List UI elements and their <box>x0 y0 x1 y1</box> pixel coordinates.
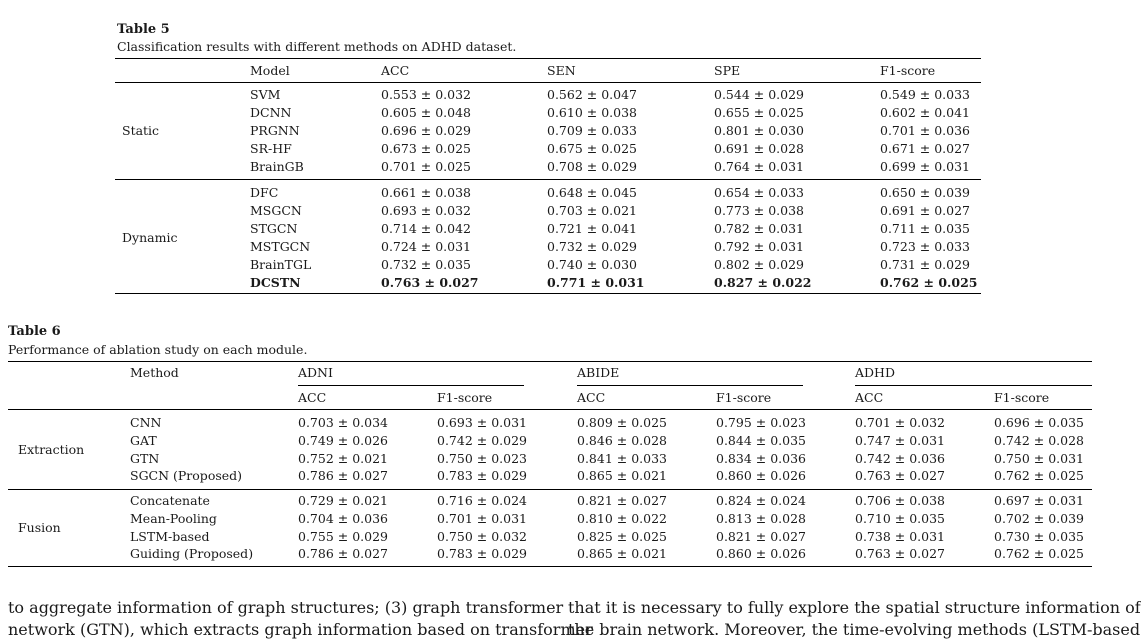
table-5-cell-acc: 0.693 ± 0.032 <box>381 202 471 218</box>
table-6-cell-value: 0.742 ± 0.029 <box>437 432 527 448</box>
table-6-cell-value: 0.738 ± 0.031 <box>855 528 945 544</box>
table-6-sub-adhd-f1: F1-score <box>994 390 1050 405</box>
table-5-cell-model: SR-HF <box>250 140 292 156</box>
table-6-cell-value: 0.697 ± 0.031 <box>994 493 1084 508</box>
table-5-cell-sen: 0.732 ± 0.029 <box>547 238 637 254</box>
table-6-sub-abide-acc: ACC <box>577 390 606 405</box>
table-6-cell-value: 0.701 ± 0.031 <box>437 510 527 526</box>
table-6-cell-value: 0.750 ± 0.023 <box>437 450 527 466</box>
body-text-left <box>8 597 593 641</box>
table-6-cell-value: 0.730 ± 0.035 <box>994 528 1084 544</box>
table-5-cell-acc: 0.605 ± 0.048 <box>381 104 471 120</box>
table-6-cell-value: 0.783 ± 0.029 <box>437 468 527 484</box>
table-5-group-rule <box>115 179 981 180</box>
table-5-cell-sen: 0.675 ± 0.025 <box>547 140 637 156</box>
table-6-cell-value: 0.865 ± 0.021 <box>577 546 667 562</box>
table-6-cell-value: 0.795 ± 0.023 <box>716 415 806 430</box>
table-5-cell-sen: 0.740 ± 0.030 <box>547 256 637 272</box>
table-6-cell-method: Guiding (Proposed) <box>130 546 254 562</box>
table-6-caption: Performance of ablation study on each module. <box>8 342 308 357</box>
body-text-left-line-1: to aggregate information of graph structures; (3) graph transformer <box>8 598 564 617</box>
table-6-cell-value: 0.763 ± 0.027 <box>855 468 945 484</box>
table-6-sub-adhd-acc: ACC <box>855 390 884 405</box>
table-6-cell-value: 0.701 ± 0.032 <box>855 415 945 430</box>
table-5-cell-f1: 0.731 ± 0.029 <box>880 256 970 272</box>
table-5-cell-model: BrainTGL <box>250 256 312 272</box>
table-6-cell-value: 0.810 ± 0.022 <box>577 510 667 526</box>
table-5-cell-f1: 0.723 ± 0.033 <box>880 238 970 254</box>
table-5-header-spe: SPE <box>714 63 741 78</box>
table-6-cell-value: 0.696 ± 0.035 <box>994 415 1084 430</box>
table-6-sub-adni-acc: ACC <box>298 390 327 405</box>
table-5-cell-spe: 0.802 ± 0.029 <box>714 256 804 272</box>
table-5-top-rule <box>115 58 981 59</box>
table-5-cell-f1: 0.691 ± 0.027 <box>880 202 970 218</box>
table-5-cell-acc: 0.763 ± 0.027 <box>381 274 479 290</box>
table-5-cell-spe: 0.544 ± 0.029 <box>714 87 804 102</box>
table-5-cell-sen: 0.771 ± 0.031 <box>547 274 645 290</box>
table-5-cell-f1: 0.762 ± 0.025 <box>880 274 978 290</box>
table-6-cell-value: 0.844 ± 0.035 <box>716 432 806 448</box>
table-6-header-rule <box>8 409 1092 410</box>
table-6-cell-value: 0.750 ± 0.031 <box>994 450 1084 466</box>
table-6-cell-value: 0.860 ± 0.026 <box>716 546 806 562</box>
table-5-cell-f1: 0.699 ± 0.031 <box>880 158 970 174</box>
table-5-cell-spe: 0.764 ± 0.031 <box>714 158 804 174</box>
table-6-cell-value: 0.786 ± 0.027 <box>298 546 388 562</box>
table-5-cell-spe: 0.827 ± 0.022 <box>714 274 812 290</box>
table-5-cell-f1: 0.549 ± 0.033 <box>880 87 970 102</box>
table-6-header-adni: ADNI <box>298 365 333 380</box>
table-5-cell-model: MSTGCN <box>250 238 311 254</box>
table-5-header-model: Model <box>250 63 290 78</box>
table-6-cell-value: 0.763 ± 0.027 <box>855 546 945 562</box>
table-5-header-acc: ACC <box>381 63 410 78</box>
table-5-cell-model: SVM <box>250 87 281 102</box>
table-6-cell-value: 0.702 ± 0.039 <box>994 510 1084 526</box>
table-6-sub-adni-f1: F1-score <box>437 390 493 405</box>
table-6-abide-span-rule <box>577 385 803 386</box>
table-5-cell-sen: 0.709 ± 0.033 <box>547 122 637 138</box>
table-5-cell-sen: 0.708 ± 0.029 <box>547 158 637 174</box>
table-6-cell-method: CNN <box>130 415 162 430</box>
table-5-header-rule <box>115 82 981 83</box>
table-5-cell-model: MSGCN <box>250 202 302 218</box>
body-text-left-line-2: network (GTN), which extracts graph information based on transformer <box>8 620 593 639</box>
table-6-header-abide: ABIDE <box>577 365 620 380</box>
body-text-right-line-2: the brain network. Moreover, the time-evolving methods (LSTM-based <box>568 620 1141 639</box>
table-6-cell-value: 0.693 ± 0.031 <box>437 415 527 430</box>
table-5-cell-spe: 0.654 ± 0.033 <box>714 185 804 200</box>
table-6-cell-value: 0.742 ± 0.028 <box>994 432 1084 448</box>
table-5-cell-acc: 0.553 ± 0.032 <box>381 87 471 102</box>
table-5-cell-spe: 0.801 ± 0.030 <box>714 122 804 138</box>
table-5-caption: Classification results with different methods on ADHD dataset. <box>117 39 517 54</box>
table-5-cell-acc: 0.724 ± 0.031 <box>381 238 471 254</box>
table-6-cell-value: 0.747 ± 0.031 <box>855 432 945 448</box>
table-6-cell-value: 0.809 ± 0.025 <box>577 415 667 430</box>
table-5-cell-model: DFC <box>250 185 279 200</box>
table-5-cell-model: PRGNN <box>250 122 300 138</box>
table-6-header-method: Method <box>130 365 179 380</box>
table-6-cell-value: 0.750 ± 0.032 <box>437 528 527 544</box>
table-6-cell-value: 0.786 ± 0.027 <box>298 468 388 484</box>
table-6-cell-method: GTN <box>130 450 160 466</box>
table-6-cell-value: 0.841 ± 0.033 <box>577 450 667 466</box>
table-5-cell-f1: 0.602 ± 0.041 <box>880 104 970 120</box>
table-5-bottom-rule <box>115 293 981 294</box>
table-6-cell-method: GAT <box>130 432 157 448</box>
table-5-cell-model: STGCN <box>250 220 298 236</box>
table-6-cell-value: 0.706 ± 0.038 <box>855 493 945 508</box>
table-5-cell-spe: 0.773 ± 0.038 <box>714 202 804 218</box>
table-6-cell-value: 0.865 ± 0.021 <box>577 468 667 484</box>
table-6-group-label: Extraction <box>18 441 85 457</box>
table-6-group-rule <box>8 489 1092 490</box>
body-text-right <box>568 597 1141 641</box>
table-5-cell-spe: 0.655 ± 0.025 <box>714 104 804 120</box>
table-6-cell-value: 0.716 ± 0.024 <box>437 493 527 508</box>
table-6-cell-value: 0.834 ± 0.036 <box>716 450 806 466</box>
table-5-cell-model: DCSTN <box>250 274 301 290</box>
table-6-cell-value: 0.710 ± 0.035 <box>855 510 945 526</box>
table-6-cell-value: 0.860 ± 0.026 <box>716 468 806 484</box>
table-6-cell-value: 0.729 ± 0.021 <box>298 493 388 508</box>
table-6-cell-value: 0.762 ± 0.025 <box>994 468 1084 484</box>
table-6-adni-span-rule <box>298 385 524 386</box>
table-5-cell-acc: 0.661 ± 0.038 <box>381 185 471 200</box>
table-6-cell-value: 0.821 ± 0.027 <box>577 493 667 508</box>
table-5-cell-sen: 0.648 ± 0.045 <box>547 185 637 200</box>
table-5-cell-model: DCNN <box>250 104 292 120</box>
table-6-cell-method: LSTM-based <box>130 528 210 544</box>
table-6-top-rule <box>8 361 1092 362</box>
table-5-cell-acc: 0.696 ± 0.029 <box>381 122 471 138</box>
table-6-sub-abide-f1: F1-score <box>716 390 772 405</box>
table-5-cell-spe: 0.792 ± 0.031 <box>714 238 804 254</box>
table-5-title: Table 5 <box>117 22 170 37</box>
table-6-cell-value: 0.846 ± 0.028 <box>577 432 667 448</box>
table-5-cell-f1: 0.711 ± 0.035 <box>880 220 970 236</box>
table-6-cell-method: SGCN (Proposed) <box>130 468 243 484</box>
table-6-cell-value: 0.742 ± 0.036 <box>855 450 945 466</box>
table-6-cell-value: 0.783 ± 0.029 <box>437 546 527 562</box>
table-5-cell-f1: 0.701 ± 0.036 <box>880 122 970 138</box>
table-6-group-label: Fusion <box>18 519 61 535</box>
table-5-cell-sen: 0.703 ± 0.021 <box>547 202 637 218</box>
table-5-cell-f1: 0.650 ± 0.039 <box>880 185 970 200</box>
table-5-cell-sen: 0.562 ± 0.047 <box>547 87 637 102</box>
table-6-cell-value: 0.825 ± 0.025 <box>577 528 667 544</box>
table-6-title: Table 6 <box>8 324 61 339</box>
table-6-cell-value: 0.755 ± 0.029 <box>298 528 388 544</box>
table-6-cell-value: 0.762 ± 0.025 <box>994 546 1084 562</box>
table-6-cell-value: 0.821 ± 0.027 <box>716 528 806 544</box>
table-6-cell-value: 0.704 ± 0.036 <box>298 510 388 526</box>
table-6-cell-value: 0.752 ± 0.021 <box>298 450 388 466</box>
table-6-cell-method: Mean-Pooling <box>130 510 217 526</box>
table-5-cell-acc: 0.714 ± 0.042 <box>381 220 471 236</box>
table-5-cell-sen: 0.721 ± 0.041 <box>547 220 637 236</box>
table-6-adhd-span-rule <box>855 385 1092 386</box>
table-5-cell-model: BrainGB <box>250 158 304 174</box>
table-5-header-f1: F1-score <box>880 63 936 78</box>
table-6-cell-value: 0.824 ± 0.024 <box>716 493 806 508</box>
table-5-header-sen: SEN <box>547 63 576 78</box>
table-5-cell-spe: 0.691 ± 0.028 <box>714 140 804 156</box>
table-6-cell-method: Concatenate <box>130 493 210 508</box>
table-6-bottom-rule <box>8 566 1092 567</box>
table-6-header-adhd: ADHD <box>855 365 895 380</box>
table-5-group-label: Static <box>122 122 160 138</box>
table-5-cell-acc: 0.673 ± 0.025 <box>381 140 471 156</box>
table-5-cell-acc: 0.701 ± 0.025 <box>381 158 471 174</box>
table-6-cell-value: 0.703 ± 0.034 <box>298 415 388 430</box>
table-5-group-label: Dynamic <box>122 229 178 245</box>
table-6-cell-value: 0.749 ± 0.026 <box>298 432 388 448</box>
table-6-cell-value: 0.813 ± 0.028 <box>716 510 806 526</box>
table-5-cell-f1: 0.671 ± 0.027 <box>880 140 970 156</box>
table-5-cell-spe: 0.782 ± 0.031 <box>714 220 804 236</box>
table-5-cell-acc: 0.732 ± 0.035 <box>381 256 471 272</box>
body-text-right-line-1: that it is necessary to fully explore the spatial structure information of <box>568 598 1141 617</box>
table-5-cell-sen: 0.610 ± 0.038 <box>547 104 637 120</box>
